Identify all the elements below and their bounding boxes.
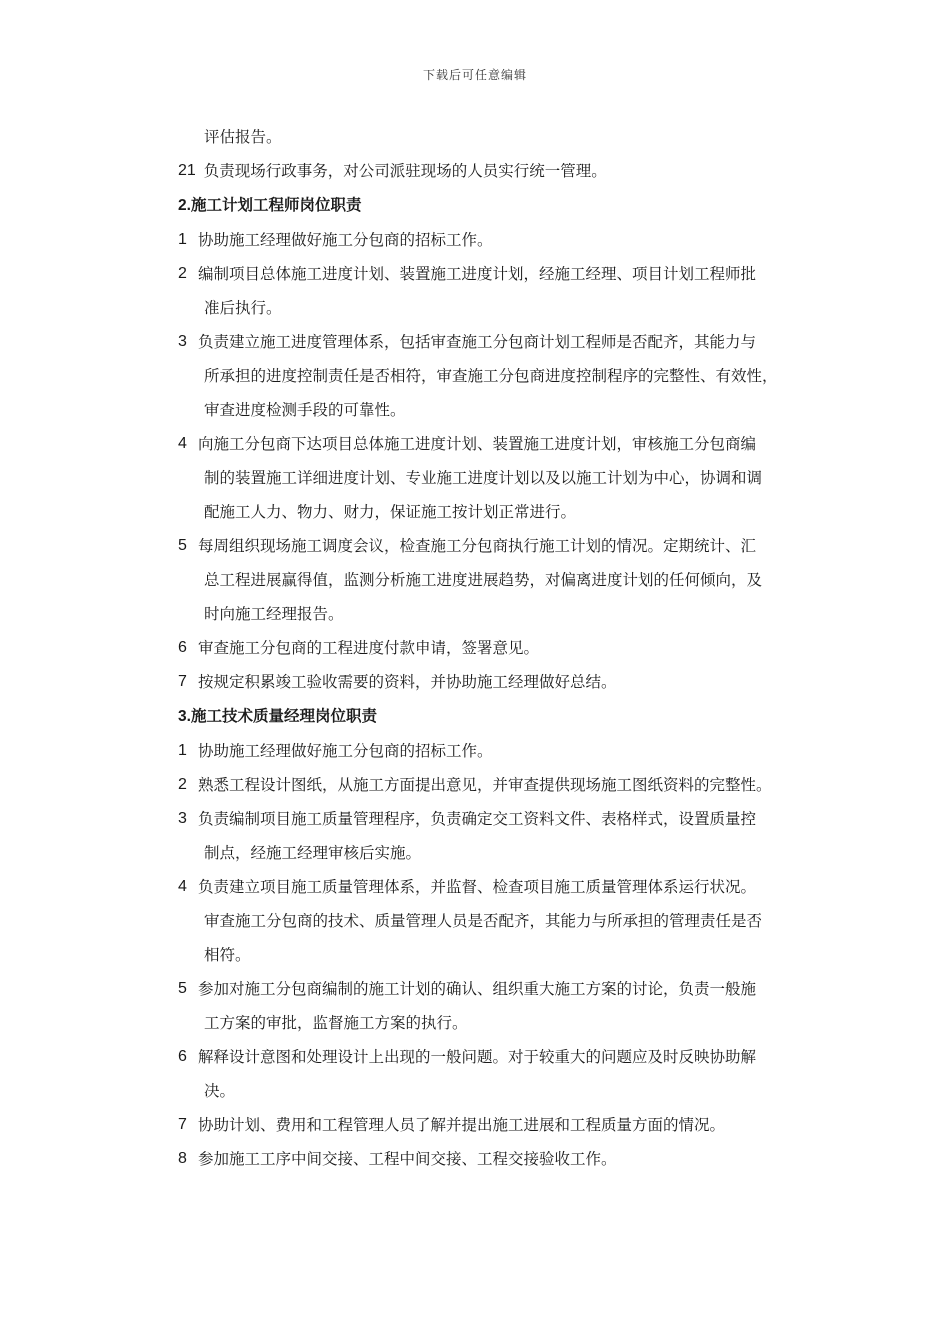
heading-number: 2. [178, 197, 191, 214]
heading-text: 施工计划工程师岗位职责 [190, 196, 362, 214]
page-header: 下载后可任意编辑 [422, 68, 527, 82]
item-number: 1 [178, 742, 187, 759]
list-item [178, 1142, 818, 1176]
item-text: 负责现场行政事务，对公司派驻现场的人员实行统一管理。 [203, 162, 607, 180]
item-number: 3 [178, 333, 187, 350]
list-item-continuation [178, 359, 818, 393]
item-number: 4 [178, 435, 187, 452]
document-body [178, 120, 818, 1176]
item-number: 1 [178, 231, 187, 248]
list-item [178, 154, 818, 188]
list-item-continuation [178, 938, 818, 972]
item-text: 决。 [204, 1082, 236, 1100]
list-item-continuation [178, 904, 818, 938]
item-text: 准后执行。 [204, 299, 282, 317]
item-text: 审查施工分包商的技术、质量管理人员是否配齐，其能力与所承担的管理责任是否 [204, 912, 763, 930]
list-item-continuation [178, 291, 818, 325]
item-text: 制的装置施工详细进度计划、专业施工进度计划以及以施工计划为中心，协调和调 [204, 469, 763, 487]
item-text: 相符。 [204, 946, 251, 964]
item-number: 5 [178, 537, 187, 554]
item-text: 总工程进展赢得值，监测分析施工进度进展趋势，对偏离进度计划的任何倾向，及 [204, 571, 763, 589]
item-text: 制点，经施工经理审核后实施。 [204, 844, 422, 862]
item-text: 审查进度检测手段的可靠性。 [204, 401, 406, 419]
list-item [178, 870, 818, 904]
list-item [178, 529, 818, 563]
item-number: 21 [178, 162, 196, 179]
item-number: 2 [178, 265, 187, 282]
item-text: 熟悉工程设计图纸，从施工方面提出意见，并审查提供现场施工图纸资料的完整性。 [198, 776, 772, 794]
item-number: 7 [178, 1116, 187, 1133]
item-text: 所承担的进度控制责任是否相符，审查施工分包商进度控制程序的完整性、有效性， [204, 367, 778, 385]
list-item-continuation [178, 1074, 818, 1108]
item-number: 6 [178, 1048, 187, 1065]
section-heading [178, 188, 818, 223]
item-text: 审查施工分包商的工程进度付款申请，签署意见。 [198, 639, 540, 657]
item-number: 5 [178, 980, 187, 997]
section-heading [178, 699, 818, 734]
list-item-continuation [178, 597, 818, 631]
item-text: 解释设计意图和处理设计上出现的一般问题。对于较重大的问题应及时反映协助解 [198, 1048, 757, 1066]
list-item [178, 1040, 818, 1074]
item-number: 8 [178, 1150, 187, 1167]
item-text: 每周组织现场施工调度会议，检查施工分包商执行施工计划的情况。定期统计、汇 [198, 537, 757, 555]
item-text: 按规定积累竣工验收需要的资料，并协助施工经理做好总结。 [198, 673, 617, 691]
list-item [178, 665, 818, 699]
list-item [178, 768, 818, 802]
item-text: 负责建立施工进度管理体系，包括审查施工分包商计划工程师是否配齐，其能力与 [198, 333, 757, 351]
item-text: 负责编制项目施工质量管理程序，负责确定交工资料文件、表格样式，设置质量控 [198, 810, 757, 828]
list-item [178, 1108, 818, 1142]
item-text: 时向施工经理报告。 [204, 605, 344, 623]
list-item [178, 972, 818, 1006]
list-item [178, 223, 818, 257]
item-text: 协助施工经理做好施工分包商的招标工作。 [198, 742, 493, 760]
list-item [178, 427, 818, 461]
list-item-continuation [178, 393, 818, 427]
item-text: 参加施工工序中间交接、工程中间交接、工程交接验收工作。 [198, 1150, 617, 1168]
item-number: 3 [178, 810, 187, 827]
list-item-continuation [178, 563, 818, 597]
continuation-line [178, 120, 818, 154]
item-number: 2 [178, 776, 187, 793]
item-text: 协助施工经理做好施工分包商的招标工作。 [198, 231, 493, 249]
item-text: 向施工分包商下达项目总体施工进度计划、装置施工进度计划，审核施工分包商编 [198, 435, 757, 453]
item-text: 配施工人力、物力、财力，保证施工按计划正常进行。 [204, 503, 577, 521]
list-item [178, 734, 818, 768]
item-text: 负责建立项目施工质量管理体系，并监督、检查项目施工质量管理体系运行状况。 [198, 878, 757, 896]
item-text: 参加对施工分包商编制的施工计划的确认、组织重大施工方案的讨论，负责一般施 [198, 980, 757, 998]
heading-text: 施工技术质量经理岗位职责 [190, 707, 377, 725]
list-item-continuation [178, 836, 818, 870]
item-number: 7 [178, 673, 187, 690]
item-number: 4 [178, 878, 187, 895]
item-text: 工方案的审批，监督施工方案的执行。 [204, 1014, 468, 1032]
item-number: 6 [178, 639, 187, 656]
list-item-continuation [178, 461, 818, 495]
list-item [178, 325, 818, 359]
list-item-continuation [178, 495, 818, 529]
heading-number: 3. [178, 708, 191, 725]
list-item [178, 802, 818, 836]
list-item [178, 631, 818, 665]
item-text: 编制项目总体施工进度计划、装置施工进度计划，经施工经理、项目计划工程师批 [198, 265, 757, 283]
paragraph-text: 评估报告。 [204, 128, 282, 146]
list-item [178, 257, 818, 291]
item-text: 协助计划、费用和工程管理人员了解并提出施工进展和工程质量方面的情况。 [198, 1116, 726, 1134]
list-item-continuation [178, 1006, 818, 1040]
